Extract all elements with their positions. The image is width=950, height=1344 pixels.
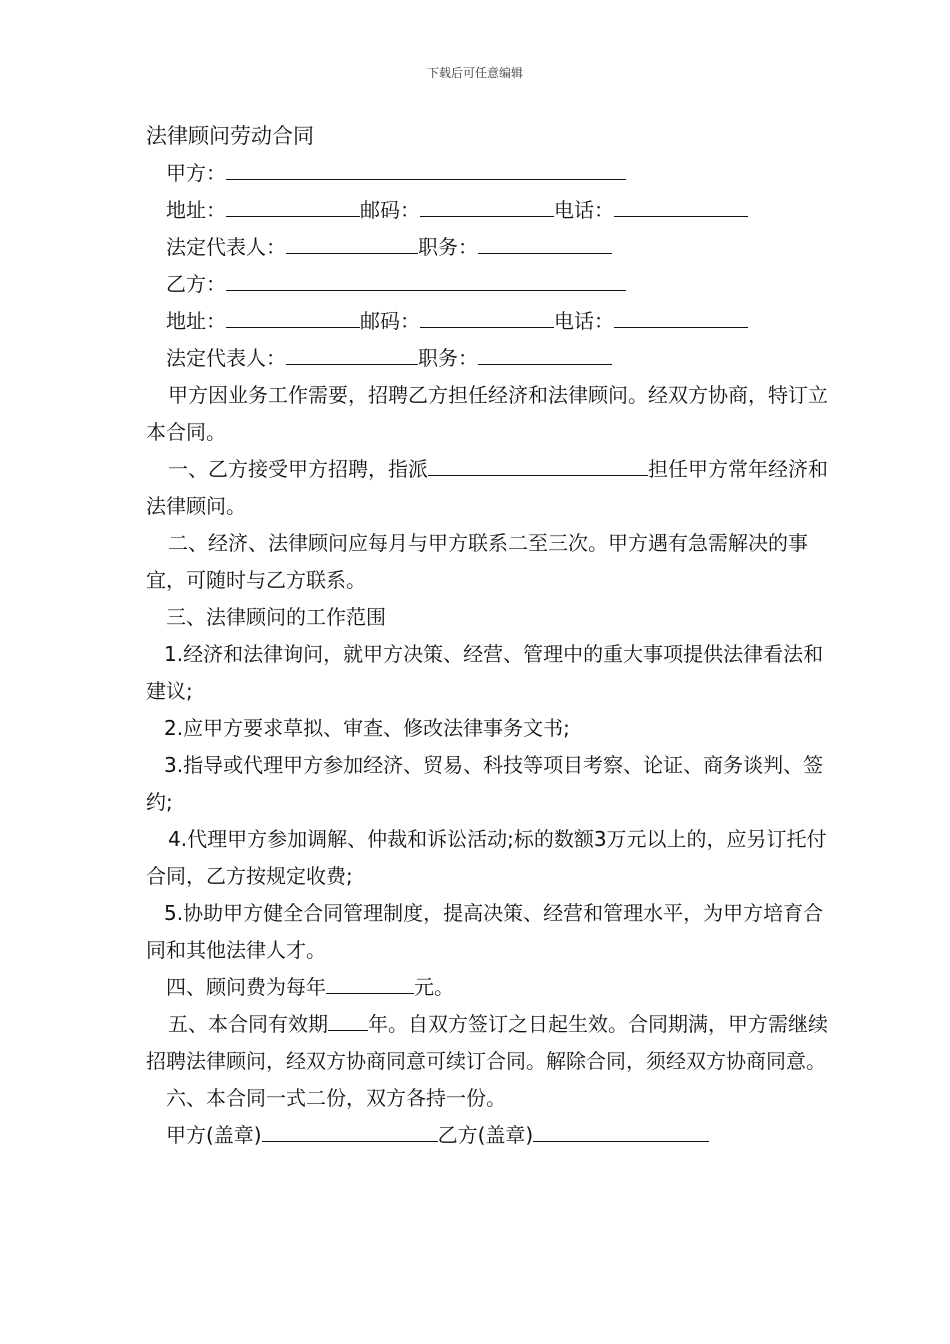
clause-5-text-start: 五、本合同有效期 [168, 1012, 328, 1036]
document-title: 法律顾问劳动合同 [146, 124, 314, 148]
clause-3-title: 三、法律顾问的工作范围 [166, 605, 386, 629]
party-b-address-label: 地址： [166, 309, 226, 333]
clause-1-designee-field [428, 474, 648, 476]
clause-4-text-start: 四、顾问费为每年 [166, 975, 326, 999]
party-a-rep-label: 法定代表人： [166, 235, 286, 259]
party-a-contact-line [146, 192, 831, 229]
party-b-postcode-field [420, 326, 554, 328]
clause-4 [146, 969, 831, 1006]
party-a-rep-field [286, 252, 418, 254]
party-a-postcode-field [420, 215, 554, 217]
term-years-field [328, 1029, 368, 1031]
party-b-rep-field [286, 363, 418, 365]
clause-1 [146, 451, 831, 525]
intro-paragraph: 甲方因业务工作需要，招聘乙方担任经济和法律顾问。经双方协商，特订立本合同。 [146, 383, 828, 444]
party-a-address-label: 地址： [166, 198, 226, 222]
scope-item: 5.协助甲方健全合同管理制度，提高决策、经营和管理水平，为甲方培育合同和其他法律人才。 [146, 901, 824, 962]
party-b-phone-field [614, 326, 748, 328]
party-b-name-field [226, 289, 626, 291]
party-b-postcode-label: 邮码： [360, 309, 420, 333]
party-a-position-label: 职务： [418, 235, 478, 259]
scope-item: 1.经济和法律询问，就甲方决策、经营、管理中的重大事项提供法律看法和建议; [146, 642, 824, 703]
clause-1-text-end: 担任甲方常年经济和法律顾问。 [146, 457, 828, 518]
party-b-rep-line [146, 340, 831, 377]
party-b-label: 乙方： [166, 272, 226, 296]
clause-5 [146, 1006, 831, 1080]
party-a-address-field [226, 215, 360, 217]
party-a-line [146, 155, 831, 192]
party-a-label: 甲方： [166, 161, 226, 185]
party-b-line [146, 266, 831, 303]
party-b-contact-line [146, 303, 831, 340]
party-a-name-field [226, 178, 626, 180]
party-b-position-field [478, 363, 612, 365]
party-b-position-label: 职务： [418, 346, 478, 370]
party-b-rep-label: 法定代表人： [166, 346, 286, 370]
party-b-address-field [226, 326, 360, 328]
scope-item: 3.指导或代理甲方参加经济、贸易、科技等项目考察、论证、商务谈判、签约; [146, 753, 824, 814]
party-a-position-field [478, 252, 612, 254]
signature-line [146, 1117, 831, 1154]
clause-6: 六、本合同一式二份，双方各持一份。 [166, 1086, 506, 1110]
contract-document [146, 118, 831, 1154]
party-a-seal-field [262, 1140, 438, 1142]
party-a-seal-label: 甲方(盖章) [166, 1123, 262, 1147]
clause-4-text-end: 元。 [414, 975, 454, 999]
party-b-seal-field [533, 1140, 709, 1142]
party-a-rep-line [146, 229, 831, 266]
clause-2: 二、经济、法律顾问应每月与甲方联系二至三次。甲方遇有急需解决的事宜，可随时与乙方联系。 [146, 531, 808, 592]
party-b-phone-label: 电话： [554, 309, 614, 333]
clause-1-text-start: 一、乙方接受甲方招聘，指派 [168, 457, 428, 481]
scope-item: 4.代理甲方参加调解、仲裁和诉讼活动;标的数额3万元以上的，应另订托付合同，乙方按规定收费; [146, 827, 827, 888]
party-a-phone-label: 电话： [554, 198, 614, 222]
party-a-phone-field [614, 215, 748, 217]
party-b-seal-label: 乙方(盖章) [437, 1123, 534, 1147]
scope-item: 2.应甲方要求草拟、审查、修改法律事务文书; [164, 716, 570, 740]
fee-amount-field [326, 992, 414, 994]
page-header: 下载后可任意编辑 [426, 66, 523, 80]
clause-5-text-end: 年。自双方签订之日起生效。合同期满，甲方需继续招聘法律顾问，经双方协商同意可续订合同。解除合同，须经双方协商同意。 [146, 1012, 828, 1073]
party-a-postcode-label: 邮码： [360, 198, 420, 222]
